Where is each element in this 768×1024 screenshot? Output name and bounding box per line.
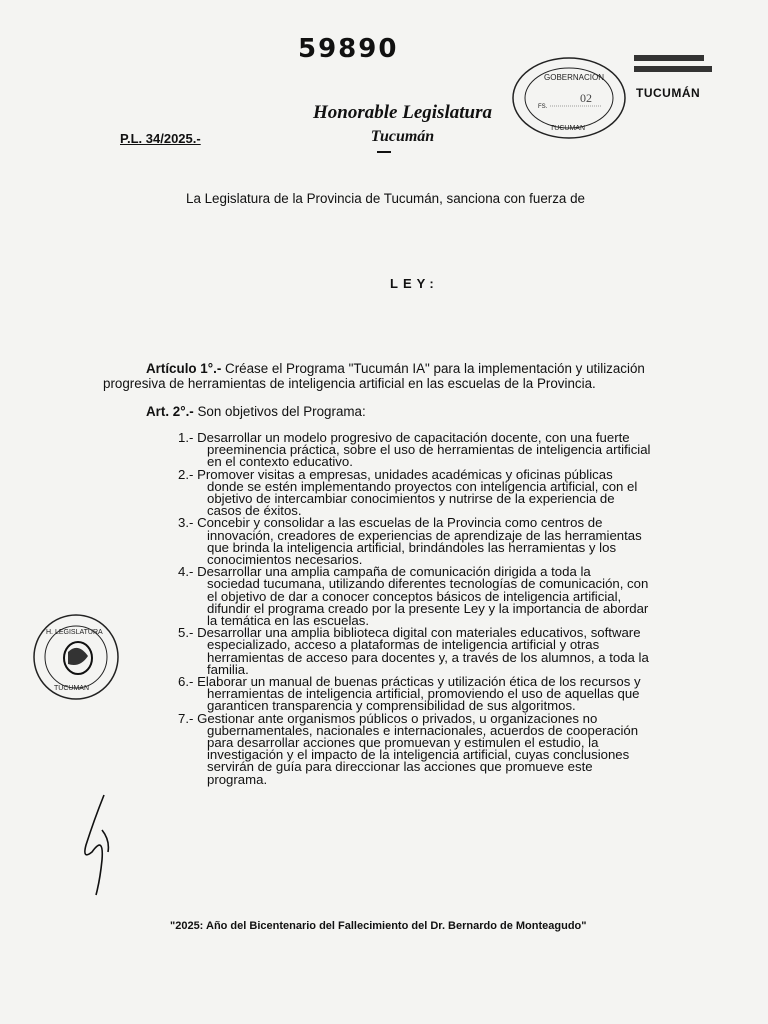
stamp-number: 59890 xyxy=(298,34,399,64)
item-number: 4.- xyxy=(178,564,194,580)
item-text: especializado, acceso a plataformas de inteligencia artificial y otras xyxy=(207,637,600,653)
item-text: difundir el programa creado por la presente Ley y la importancia de abordar xyxy=(207,600,649,616)
item-text: Elaborar un manual de buenas prácticas y utilización ética de los recursos y xyxy=(197,674,641,690)
footer-motto: "2025: Año del Bicentenario del Fallecimiento del Dr. Bernardo de Monteagudo" xyxy=(170,920,587,932)
item-text: Concebir y consolidar a las escuelas de la Provincia como centros de xyxy=(197,515,603,531)
article-1-text-1: Créase el Programa "Tucumán IA" para la implementación y utilización xyxy=(225,361,645,376)
list-item xyxy=(178,466,719,519)
bill-number: P.L. 34/2025.- xyxy=(120,131,201,146)
article-2 xyxy=(146,405,366,420)
item-text: Desarrollar una amplia biblioteca digital con materiales educativos, software xyxy=(197,625,641,641)
item-text: gubernamentales, nacionales e internacionales, acuerdos de cooperación xyxy=(207,722,639,738)
item-text: garanticen transparencia y comprensibilidad de sus algoritmos. xyxy=(207,698,576,714)
item-text: investigación y el impacto de la inteligencia artificial, cuyas conclusiones xyxy=(207,747,630,763)
article-1-label: Artículo 1°.- xyxy=(146,361,222,376)
seal-gob-field: FS. xyxy=(538,104,548,110)
list-item xyxy=(178,432,719,469)
item-text: Gestionar ante organismos públicos o privados, u organizaciones no xyxy=(197,710,598,726)
item-text: el objetivo de dar a conocer conceptos básicos de inteligencia artificial, xyxy=(207,588,622,604)
ley-heading: LEY: xyxy=(390,276,439,291)
item-text: objetivo de intercambiar conocimientos y nutrirse de la experiencia de xyxy=(207,491,615,507)
item-text: para desarrollar acciones que promuevan y estimulen el estudio, la xyxy=(207,735,599,751)
item-text: donde se estén implementando proyectos con inteligencia artificial, con el xyxy=(207,478,638,494)
list-item xyxy=(178,676,719,713)
item-text: herramientas de inteligencia artificial, promoviendo el uso de aquellas que xyxy=(207,686,640,702)
item-text: que brinda la inteligencia artificial, brindándoles las herramientas y los xyxy=(207,539,617,555)
item-text: casos de éxitos. xyxy=(207,503,302,519)
header-subtitle: Tucumán xyxy=(370,128,435,145)
svg-text:02: 02 xyxy=(580,91,592,105)
item-text: conocimientos necesarios. xyxy=(207,552,363,568)
item-text: Desarrollar una amplia campaña de comunicación dirigida a toda la xyxy=(197,564,591,580)
item-text: programa. xyxy=(207,771,268,787)
item-text: servirán de guía para direccionar las acciones que promueve este xyxy=(207,759,593,775)
item-text: en el contexto educativo. xyxy=(207,454,353,470)
item-text: herramientas de acceso para docentes y, a través de los alumnos, a toda la xyxy=(207,649,649,665)
item-number: 2.- xyxy=(178,466,194,482)
handwritten-signature xyxy=(74,790,134,900)
list-item xyxy=(178,517,719,566)
item-number: 6.- xyxy=(178,674,194,690)
item-text: innovación, creadores de experiencias de aprendizaje de las herramientas xyxy=(207,527,642,543)
item-text: familia. xyxy=(207,661,249,677)
header-divider xyxy=(377,151,391,153)
item-number: 5.- xyxy=(178,625,194,641)
intro-text: La Legislatura de la Provincia de Tucumán, sanciona con fuerza de xyxy=(186,191,585,206)
article-2-label: Art. 2°.- xyxy=(146,404,194,419)
seal-gob-bottom: TUCUMAN xyxy=(550,125,585,132)
article-2-text: Son objetivos del Programa: xyxy=(197,404,366,419)
legislatura-seal xyxy=(28,612,124,702)
item-text: Desarrollar un modelo progresivo de capacitación docente, con una fuerte xyxy=(197,430,630,445)
item-text: preeminencia práctica, sobre el uso de herramientas de inteligencia artificial xyxy=(207,442,651,458)
item-number: 3.- xyxy=(178,515,194,531)
seal-leg-bottom: TUCUMAN xyxy=(54,685,89,692)
item-text: Promover visitas a empresas, unidades académicas y oficinas públicas xyxy=(197,466,613,482)
article-1 xyxy=(103,362,719,391)
seal-leg-top: H. LEGISLATURA xyxy=(46,629,103,636)
gobernacion-seal xyxy=(510,56,628,140)
list-item xyxy=(178,710,719,787)
item-text: sociedad tucumana, utilizando diferentes tecnologías de comunicación, con xyxy=(207,576,649,592)
list-item xyxy=(178,566,719,627)
item-number: 7.- xyxy=(178,710,194,726)
list-item xyxy=(178,627,719,676)
seal-gob-top: GOBERNACION xyxy=(544,73,605,82)
item-number: 1.- xyxy=(178,430,194,445)
objectives-list xyxy=(178,432,719,786)
article-1-text-2: progresiva de herramientas de inteligencia artificial en las escuelas de la Provincia. xyxy=(103,375,596,391)
tucuman-logo-graphic xyxy=(634,55,712,77)
tucuman-logo-text: TUCUMÁN xyxy=(636,86,701,100)
header-title: Honorable Legislatura xyxy=(313,102,492,123)
item-text: la temática en las escuelas. xyxy=(207,613,369,629)
